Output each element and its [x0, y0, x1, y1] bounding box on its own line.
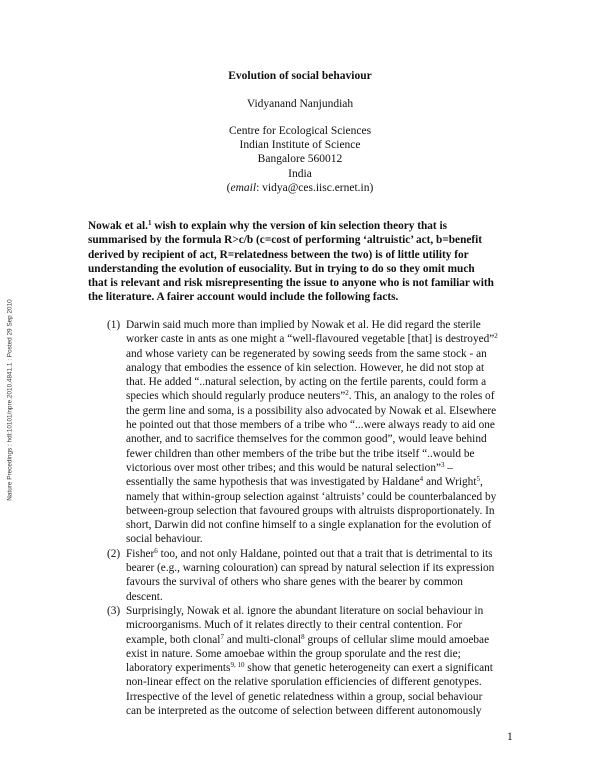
author-name: Vidyanand Nanjundiah	[246, 98, 354, 110]
item-line	[126, 661, 527, 675]
citation-sup: 5	[476, 475, 480, 484]
abstract-line: understanding the evolution of eusociality. But in trying to do so they omit much	[88, 262, 475, 275]
item-text: groups of cellular slime mould amoebae	[304, 633, 490, 646]
item-line: Irrespective of the level of genetic relatedness within a group, social behaviour	[126, 690, 483, 703]
citation-sup: 2	[345, 389, 349, 398]
item-line: Darwin said much more than implied by Nowak et al. He did regard the sterile	[126, 319, 481, 331]
item-text: laboratory experiments	[126, 662, 231, 675]
item-line: descent.	[126, 590, 163, 603]
citation-sup: 3	[440, 460, 445, 469]
citation-sup: 4	[419, 475, 424, 484]
item-text: show that genetic heterogeneity can exert a significant	[244, 662, 493, 675]
item-text: ,	[479, 476, 483, 489]
item-line: another, and to sacrifice themselves for the common good”, would leave behind	[126, 433, 487, 446]
item-line: analogy that embodies the essence of kin selection. However, he did not stop at	[126, 361, 485, 374]
list-item-number: (2)	[107, 547, 121, 560]
item-line: exist in nature. Some amoebae within the group sporulate and the rest die;	[126, 647, 461, 660]
item-line: namely that within-group selection against ‘altruists’ could be counterbalanced by	[126, 490, 497, 503]
item-text: essentially the same hypothesis that was investigated by Haldane	[126, 476, 420, 489]
email-value: : vidya@ces.iisc.ernet.in)	[256, 181, 374, 194]
abstract-line	[88, 219, 518, 233]
item-text: . This, an analogy to the roles of	[348, 390, 495, 403]
item-line	[126, 547, 527, 561]
item-text: worker caste in ants as one might a “well-flavoured vegetable [that] is destroyed”	[126, 333, 495, 346]
affiliation-line: India	[288, 167, 312, 180]
item-line: that. He added “..natural selection, by acting on the fertile parents, could form a	[126, 376, 487, 389]
list-item	[107, 547, 527, 604]
item-text: species which should regularly produce neuters”	[126, 390, 346, 403]
item-line: Surprisingly, Nowak et al. ignore the abundant literature on social behaviour in	[126, 604, 484, 617]
item-text: example, both clonal	[126, 633, 221, 646]
citation-sup: 9, 10	[230, 661, 245, 670]
citation-sup: 2	[494, 332, 498, 341]
abstract-text: Nowak et al.	[88, 220, 148, 232]
page-number: 1	[507, 731, 513, 743]
item-line: non-linear effect on the relative sporulation efficiencies of different genotypes.	[126, 676, 482, 689]
item-text: Fisher	[126, 547, 155, 560]
list-item	[107, 318, 527, 547]
item-text: and multi-clonal	[223, 633, 302, 646]
abstract-paragraph	[88, 219, 518, 305]
email-line	[0, 181, 600, 195]
affiliation-block	[0, 124, 600, 195]
item-line: between-group selection that favoured groups with altruists disproportionately. In	[126, 504, 495, 517]
item-line: bearer (e.g., warning colouration) can spread by natural selection if its expression	[126, 562, 495, 575]
numbered-list	[107, 318, 527, 718]
item-line: social behaviour.	[126, 533, 203, 546]
citation-sup: 1	[147, 219, 152, 227]
affiliation-line: Indian Institute of Science	[239, 139, 361, 152]
list-item-number: (1)	[107, 319, 121, 331]
item-line	[126, 475, 527, 489]
item-line	[126, 332, 527, 346]
item-text: and Wright	[423, 476, 477, 489]
email-open: (	[226, 181, 231, 194]
citation-sup: 7	[220, 632, 224, 641]
citation-sup: 8	[301, 632, 305, 641]
list-item	[107, 604, 527, 718]
item-line: fewer children than other members of the tribe but the tribe itself “..would be	[126, 447, 475, 460]
email-label: email	[230, 181, 257, 194]
item-line: he pointed out that those members of a tribe who “...were always ready to aid one	[126, 419, 495, 432]
item-line	[126, 461, 527, 475]
repository-sidebar-stamp	[3, 230, 17, 570]
item-line: short, Darwin did not confine himself to a single explanation for the evolution of	[126, 519, 492, 532]
item-line: can be interpreted as the outcome of selection between different autonomously	[126, 705, 482, 718]
item-line: favours the survival of others who share genes with the bearer by common	[126, 576, 463, 589]
item-line	[126, 633, 527, 647]
item-text: victorious over most other tribes; and this would be natural selection”	[126, 461, 441, 474]
affiliation-line: Bangalore 560012	[257, 153, 343, 166]
affiliation-line: Centre for Ecological Sciences	[228, 125, 372, 137]
item-line: the germ line and soma, is a possibility also advocated by Nowak et al. Elsewhere	[126, 404, 497, 417]
repository-stamp-text: Nature Precedings : hdl:10101/npre.2010.4841.1 : Posted 29 Sep 2010	[6, 299, 14, 501]
abstract-line: that is relevant and risk misrepresenting the issue to anyone who is not familiar with	[88, 277, 494, 290]
item-text: too, and not only Haldane, pointed out that a trait that is detrimental to its	[157, 547, 493, 560]
item-line: microorganisms. Much of it relates directly to their central contention. For	[126, 619, 463, 632]
item-text: –	[444, 461, 453, 474]
abstract-line: derived by recipient of act, R=relatedness between the two) is of little utility for	[88, 248, 469, 261]
item-line	[126, 389, 527, 403]
abstract-text: wish to explain why the version of kin selection theory that is	[151, 220, 448, 232]
item-line: and whose variety can be regenerated by sowing seeds from the same stock - an	[126, 347, 487, 360]
abstract-line: summarised by the formula R>c/b (c=cost of performing ‘altruistic’ act, b=benefit	[88, 234, 483, 247]
citation-sup: 6	[154, 546, 158, 555]
list-item-number: (3)	[107, 604, 121, 617]
abstract-line: the literature. A fairer account would include the following facts.	[88, 291, 399, 304]
paper-title: Evolution of social behaviour	[228, 70, 372, 82]
